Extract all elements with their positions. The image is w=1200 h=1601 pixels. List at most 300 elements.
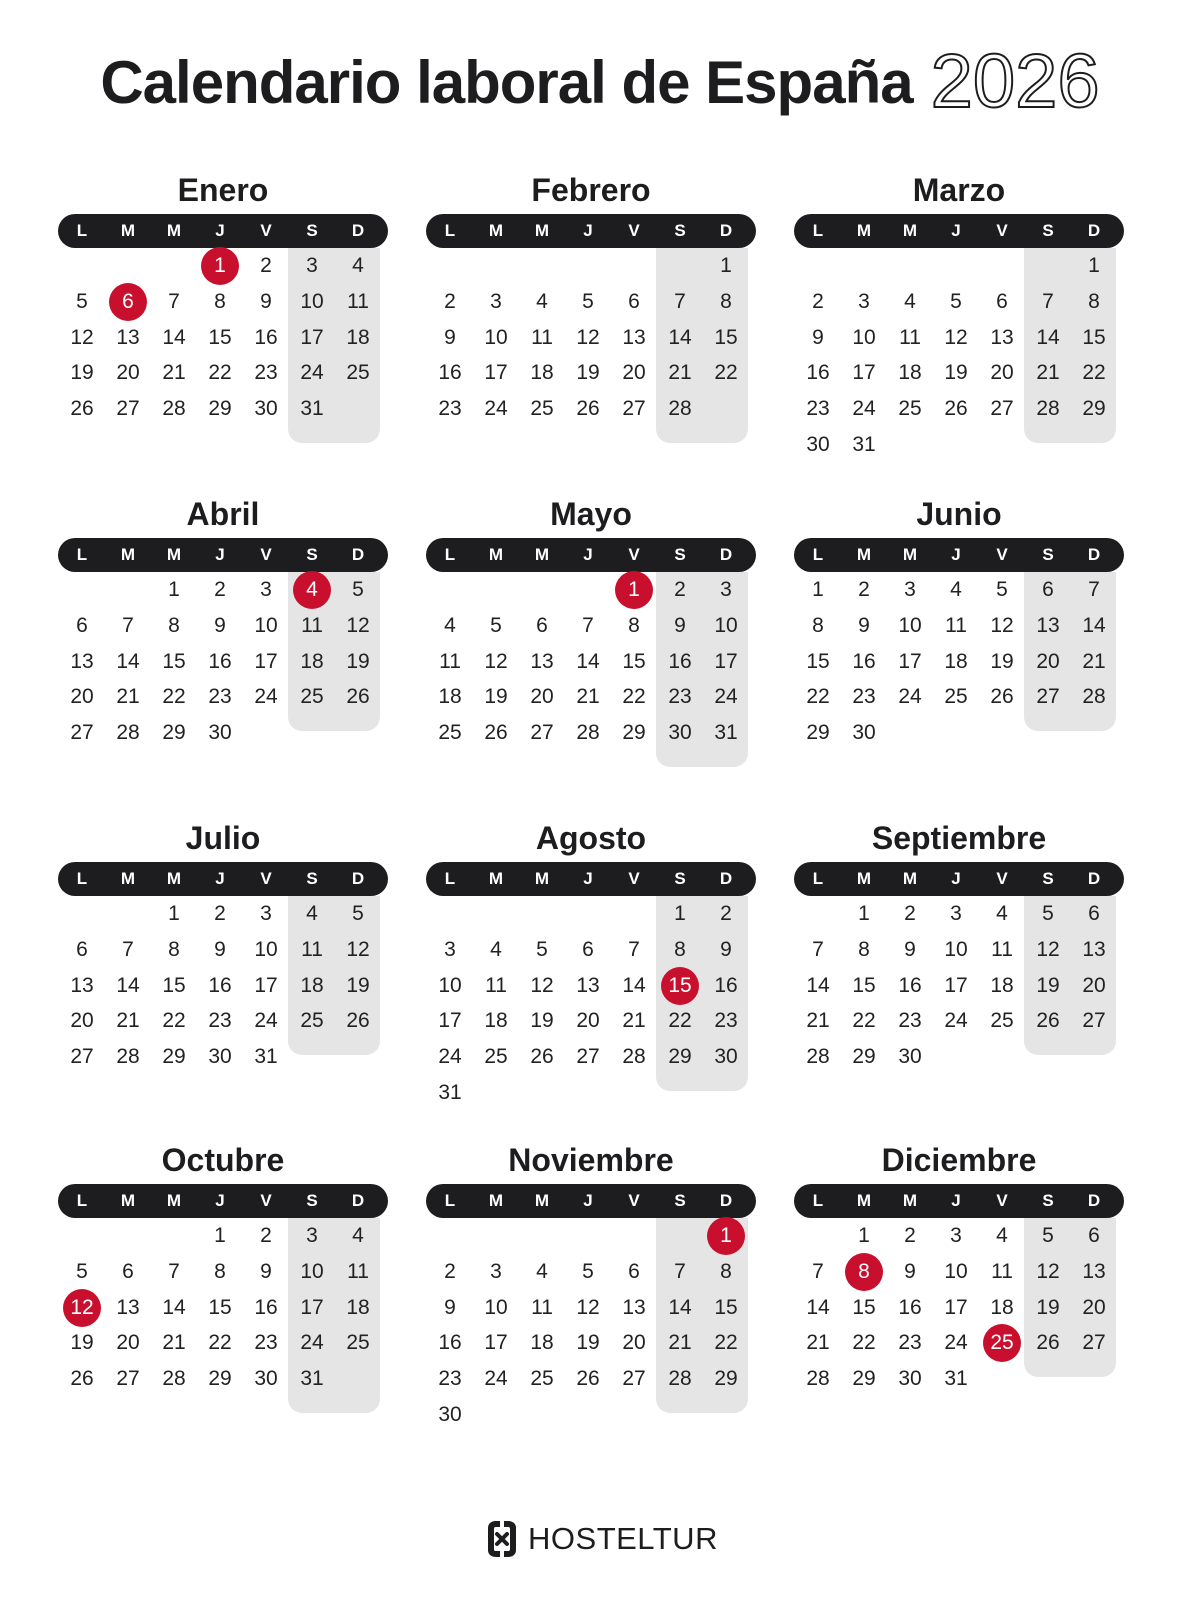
day-number: 25	[530, 397, 554, 421]
day-number: 3	[858, 289, 870, 313]
day-number: 2	[674, 578, 686, 601]
month-name: Junio	[916, 496, 1002, 532]
brand-name: HOSTELTUR	[528, 1521, 718, 1556]
weekday-label: S	[306, 221, 318, 240]
day-number: 4	[950, 578, 962, 601]
day-number: 30	[438, 1403, 462, 1426]
day-number: 1	[168, 578, 180, 601]
day-number: 30	[208, 1045, 232, 1069]
weekday-label: D	[719, 221, 733, 240]
weekday-label: M	[488, 869, 504, 888]
weekday-header-bar	[426, 862, 756, 896]
day-number: 14	[1036, 325, 1060, 349]
day-number: 3	[260, 902, 272, 925]
day-number: 26	[576, 1367, 600, 1391]
day-number: 30	[806, 433, 830, 456]
day-number: 11	[531, 325, 553, 349]
day-number: 8	[628, 613, 640, 637]
weekday-label: J	[583, 545, 593, 564]
day-number: 14	[116, 973, 140, 997]
day-number: 28	[622, 1045, 646, 1069]
day-number: 28	[1082, 685, 1106, 709]
day-number: 13	[622, 325, 646, 349]
weekday-label: L	[76, 1191, 88, 1210]
day-number: 4	[996, 902, 1008, 925]
weekday-label: M	[534, 221, 550, 240]
holiday-day: 6	[109, 283, 147, 321]
day-number: 18	[530, 1331, 554, 1355]
weekday-label: D	[351, 545, 365, 564]
day-number: 9	[904, 1259, 916, 1283]
day-number: 20	[1036, 649, 1060, 673]
day-number: 6	[628, 1259, 640, 1283]
day-number: 23	[714, 1009, 738, 1033]
day-number: 8	[720, 289, 732, 313]
page-title	[0, 39, 1200, 124]
day-number: 14	[162, 325, 186, 349]
day-number: 11	[347, 1259, 369, 1283]
day-number: 1	[674, 902, 686, 925]
day-number: 11	[485, 973, 507, 997]
day-number: 10	[254, 937, 278, 961]
month-name: Enero	[177, 172, 269, 208]
day-number: 28	[806, 1367, 830, 1391]
day-number: 31	[438, 1081, 462, 1104]
day-number: 15	[714, 325, 738, 349]
day-number: 2	[260, 1224, 272, 1247]
day-number: 4	[352, 1224, 364, 1247]
day-number: 6	[122, 1259, 134, 1283]
day-number: 26	[346, 1009, 370, 1033]
day-number: 21	[116, 685, 140, 709]
day-number: 25	[300, 1009, 324, 1033]
day-number: 4	[996, 1224, 1008, 1247]
day-number: 4	[490, 937, 502, 961]
day-number: 1	[720, 254, 732, 277]
month-name: Julio	[185, 820, 261, 856]
day-number: 26	[944, 397, 968, 421]
day-number: 9	[858, 613, 870, 637]
day-number: 6	[536, 613, 548, 637]
day-number: 7	[812, 937, 824, 961]
day-number: 7	[122, 937, 134, 961]
day-number: 30	[898, 1045, 922, 1069]
day-number: 9	[260, 289, 272, 313]
day-number: 14	[622, 973, 646, 997]
hosteltur-logo-icon	[482, 1518, 522, 1560]
day-number: 19	[346, 973, 370, 997]
day-number: 29	[162, 721, 186, 745]
day-number: 15	[852, 973, 876, 997]
day-number: 2	[904, 902, 916, 925]
weekday-label: J	[951, 545, 961, 564]
day-number: 11	[347, 289, 369, 313]
day-number: 19	[1036, 973, 1060, 997]
day-number: 27	[1036, 685, 1060, 709]
day-number: 5	[536, 937, 548, 961]
day-number: 30	[668, 721, 692, 745]
day-number: 17	[254, 649, 278, 673]
day-number: 3	[490, 1259, 502, 1283]
day-number: 9	[214, 613, 226, 637]
day-number: 13	[70, 649, 94, 673]
weekday-label: J	[215, 1191, 225, 1210]
day-number: 17	[254, 973, 278, 997]
day-number: 28	[576, 721, 600, 745]
day-number: 2	[858, 578, 870, 601]
day-number: 9	[812, 325, 824, 349]
day-number: 27	[116, 397, 140, 421]
day-number: 21	[162, 361, 186, 385]
day-number: 30	[208, 721, 232, 745]
day-number: 23	[208, 685, 232, 709]
day-number: 16	[852, 649, 876, 673]
month-name: Febrero	[531, 172, 651, 208]
day-number: 22	[162, 685, 186, 709]
day-number: 23	[898, 1331, 922, 1355]
month-name: Septiembre	[871, 820, 1047, 856]
day-number: 4	[536, 289, 548, 313]
day-number: 14	[162, 1295, 186, 1319]
weekday-label: D	[1087, 869, 1101, 888]
day-number: 15	[162, 649, 186, 673]
day-number: 23	[254, 1331, 278, 1355]
day-number: 21	[1036, 361, 1060, 385]
day-number: 31	[300, 1367, 324, 1391]
day-number: 15	[806, 649, 830, 673]
day-number: 27	[530, 721, 554, 745]
weekday-header-bar	[426, 214, 756, 248]
day-number: 13	[990, 325, 1014, 349]
day-number: 8	[720, 1259, 732, 1283]
day-number: 27	[622, 397, 646, 421]
day-number: 8	[858, 937, 870, 961]
day-number: 28	[116, 721, 140, 745]
day-number: 17	[484, 1331, 508, 1355]
weekday-header-bar	[426, 1184, 756, 1218]
weekday-label: V	[628, 545, 640, 564]
day-number: 20	[116, 1331, 140, 1355]
day-number: 18	[990, 1295, 1014, 1319]
day-number: 15	[208, 325, 232, 349]
day-number: 10	[254, 613, 278, 637]
weekday-label: L	[812, 869, 824, 888]
weekday-header-bar	[794, 1184, 1124, 1218]
day-number: 2	[260, 254, 272, 277]
weekday-label: J	[215, 545, 225, 564]
day-number: 12	[346, 937, 370, 961]
weekday-label: S	[306, 869, 318, 888]
day-number: 12	[70, 325, 94, 349]
month-name: Marzo	[912, 172, 1006, 208]
day-number: 4	[904, 289, 916, 313]
day-number: 21	[162, 1331, 186, 1355]
day-number: 7	[674, 1259, 686, 1283]
day-number: 10	[300, 289, 324, 313]
weekday-label: S	[1042, 545, 1054, 564]
weekday-label: L	[444, 1191, 456, 1210]
day-number: 2	[812, 289, 824, 313]
day-number: 17	[300, 1295, 324, 1319]
day-number: 27	[1082, 1331, 1106, 1355]
weekday-header-bar	[794, 538, 1124, 572]
day-number: 26	[484, 721, 508, 745]
weekday-label: D	[719, 545, 733, 564]
day-number: 7	[168, 1259, 180, 1283]
day-number: 9	[674, 613, 686, 637]
day-number: 11	[439, 649, 461, 673]
day-number: 21	[576, 685, 600, 709]
day-number: 26	[1036, 1009, 1060, 1033]
footer-logo	[0, 1516, 1200, 1562]
day-number: 12	[346, 613, 370, 637]
day-number: 5	[76, 1259, 88, 1283]
day-number: 29	[1082, 397, 1106, 421]
day-number: 23	[438, 397, 462, 421]
day-number: 11	[301, 937, 323, 961]
day-number: 22	[622, 685, 646, 709]
day-number: 26	[1036, 1331, 1060, 1355]
day-number: 12	[576, 325, 600, 349]
day-number: 31	[852, 433, 876, 456]
weekday-label: D	[719, 869, 733, 888]
day-number: 25	[990, 1009, 1014, 1033]
day-number: 11	[945, 613, 967, 637]
day-number: 6	[582, 937, 594, 961]
weekday-label: S	[674, 869, 686, 888]
weekday-label: V	[628, 221, 640, 240]
day-number: 14	[116, 649, 140, 673]
holiday-day: 1	[707, 1217, 745, 1255]
day-number: 10	[714, 613, 738, 637]
day-number: 14	[1082, 613, 1106, 637]
weekday-label: M	[856, 869, 872, 888]
weekday-label: J	[951, 869, 961, 888]
month-name: Noviembre	[508, 1142, 674, 1178]
weekday-label: M	[166, 221, 182, 240]
weekday-label: S	[674, 545, 686, 564]
day-number: 16	[208, 973, 232, 997]
day-number: 8	[674, 937, 686, 961]
weekday-label: M	[120, 221, 136, 240]
day-number: 1	[1088, 254, 1100, 277]
day-number: 24	[484, 397, 508, 421]
weekday-label: M	[534, 545, 550, 564]
weekday-label: M	[488, 221, 504, 240]
holiday-day: 4	[293, 571, 331, 609]
weekday-label: M	[120, 545, 136, 564]
weekday-label: M	[166, 1191, 182, 1210]
day-number: 31	[300, 397, 324, 421]
day-number: 26	[70, 1367, 94, 1391]
day-number: 25	[944, 685, 968, 709]
weekday-label: V	[996, 869, 1008, 888]
day-number: 2	[720, 902, 732, 925]
day-number: 24	[852, 397, 876, 421]
day-number: 19	[990, 649, 1014, 673]
day-number: 19	[530, 1009, 554, 1033]
day-number: 6	[76, 937, 88, 961]
day-number: 9	[720, 937, 732, 961]
day-number: 22	[714, 1331, 738, 1355]
day-number: 4	[444, 613, 456, 637]
day-number: 20	[530, 685, 554, 709]
day-number: 16	[438, 361, 462, 385]
day-number: 20	[576, 1009, 600, 1033]
day-number: 29	[852, 1367, 876, 1391]
day-number: 7	[1042, 289, 1054, 313]
weekday-label: J	[215, 869, 225, 888]
weekday-label: J	[583, 221, 593, 240]
weekday-label: S	[306, 545, 318, 564]
day-number: 24	[484, 1367, 508, 1391]
day-number: 18	[346, 325, 370, 349]
day-number: 27	[70, 721, 94, 745]
day-number: 14	[806, 1295, 830, 1319]
day-number: 14	[668, 1295, 692, 1319]
day-number: 12	[1036, 937, 1060, 961]
month-name: Abril	[186, 496, 260, 532]
day-number: 24	[898, 685, 922, 709]
weekday-label: D	[1087, 221, 1101, 240]
day-number: 21	[806, 1009, 830, 1033]
day-number: 7	[168, 289, 180, 313]
day-number: 28	[668, 397, 692, 421]
day-number: 16	[208, 649, 232, 673]
day-number: 8	[214, 1259, 226, 1283]
day-number: 31	[254, 1045, 278, 1069]
day-number: 22	[1082, 361, 1106, 385]
day-number: 3	[306, 254, 318, 277]
weekday-header-bar	[794, 862, 1124, 896]
day-number: 13	[622, 1295, 646, 1319]
weekday-header-bar	[58, 538, 388, 572]
day-number: 16	[898, 973, 922, 997]
day-number: 20	[990, 361, 1014, 385]
weekday-label: S	[674, 221, 686, 240]
day-number: 12	[530, 973, 554, 997]
weekday-label: M	[902, 221, 918, 240]
weekday-label: M	[856, 545, 872, 564]
day-number: 20	[116, 361, 140, 385]
day-number: 15	[622, 649, 646, 673]
day-number: 15	[714, 1295, 738, 1319]
day-number: 13	[1082, 937, 1106, 961]
weekday-label: V	[996, 545, 1008, 564]
day-number: 21	[1082, 649, 1106, 673]
weekday-label: V	[996, 221, 1008, 240]
holiday-day: 15	[661, 967, 699, 1005]
day-number: 27	[1082, 1009, 1106, 1033]
weekday-label: D	[351, 221, 365, 240]
weekday-label: M	[120, 1191, 136, 1210]
day-number: 11	[301, 613, 323, 637]
weekday-label: M	[166, 545, 182, 564]
day-number: 5	[996, 578, 1008, 601]
day-number: 16	[254, 1295, 278, 1319]
weekday-label: J	[215, 221, 225, 240]
day-number: 3	[950, 1224, 962, 1247]
day-number: 7	[628, 937, 640, 961]
day-number: 3	[490, 289, 502, 313]
day-number: 3	[306, 1224, 318, 1247]
weekday-label: M	[856, 221, 872, 240]
day-number: 17	[944, 973, 968, 997]
day-number: 12	[484, 649, 508, 673]
day-number: 20	[70, 685, 94, 709]
day-number: 20	[70, 1009, 94, 1033]
weekday-label: V	[260, 1191, 272, 1210]
day-number: 23	[668, 685, 692, 709]
weekday-label: M	[120, 869, 136, 888]
day-number: 19	[944, 361, 968, 385]
day-number: 15	[852, 1295, 876, 1319]
weekday-label: D	[1087, 1191, 1101, 1210]
day-number: 30	[254, 1367, 278, 1391]
day-number: 6	[76, 613, 88, 637]
day-number: 22	[852, 1331, 876, 1355]
day-number: 17	[300, 325, 324, 349]
day-number: 25	[484, 1045, 508, 1069]
day-number: 24	[300, 361, 324, 385]
day-number: 18	[990, 973, 1014, 997]
day-number: 27	[70, 1045, 94, 1069]
weekday-header-bar	[426, 538, 756, 572]
weekday-label: L	[444, 221, 456, 240]
weekday-label: M	[534, 1191, 550, 1210]
day-number: 25	[346, 361, 370, 385]
day-number: 26	[530, 1045, 554, 1069]
day-number: 30	[714, 1045, 738, 1069]
weekday-label: M	[488, 1191, 504, 1210]
day-number: 10	[438, 973, 462, 997]
day-number: 19	[576, 1331, 600, 1355]
weekday-label: M	[902, 1191, 918, 1210]
day-number: 29	[162, 1045, 186, 1069]
day-number: 1	[214, 1224, 226, 1247]
day-number: 7	[812, 1259, 824, 1283]
weekday-label: V	[628, 1191, 640, 1210]
day-number: 11	[899, 325, 921, 349]
day-number: 10	[852, 325, 876, 349]
day-number: 26	[70, 397, 94, 421]
day-number: 17	[438, 1009, 462, 1033]
day-number: 8	[168, 937, 180, 961]
month-name: Mayo	[550, 496, 632, 532]
day-number: 8	[812, 613, 824, 637]
day-number: 24	[254, 685, 278, 709]
day-number: 17	[944, 1295, 968, 1319]
day-number: 28	[668, 1367, 692, 1391]
day-number: 23	[208, 1009, 232, 1033]
weekday-label: L	[76, 545, 88, 564]
holiday-day: 1	[615, 571, 653, 609]
day-number: 22	[162, 1009, 186, 1033]
day-number: 21	[806, 1331, 830, 1355]
weekday-label: V	[260, 545, 272, 564]
day-number: 18	[438, 685, 462, 709]
day-number: 30	[852, 721, 876, 745]
day-number: 15	[1082, 325, 1106, 349]
day-number: 26	[346, 685, 370, 709]
day-number: 12	[944, 325, 968, 349]
weekday-header-bar	[58, 214, 388, 248]
day-number: 3	[444, 937, 456, 961]
day-number: 17	[714, 649, 738, 673]
day-number: 28	[162, 397, 186, 421]
day-number: 16	[254, 325, 278, 349]
day-number: 7	[1088, 578, 1100, 601]
